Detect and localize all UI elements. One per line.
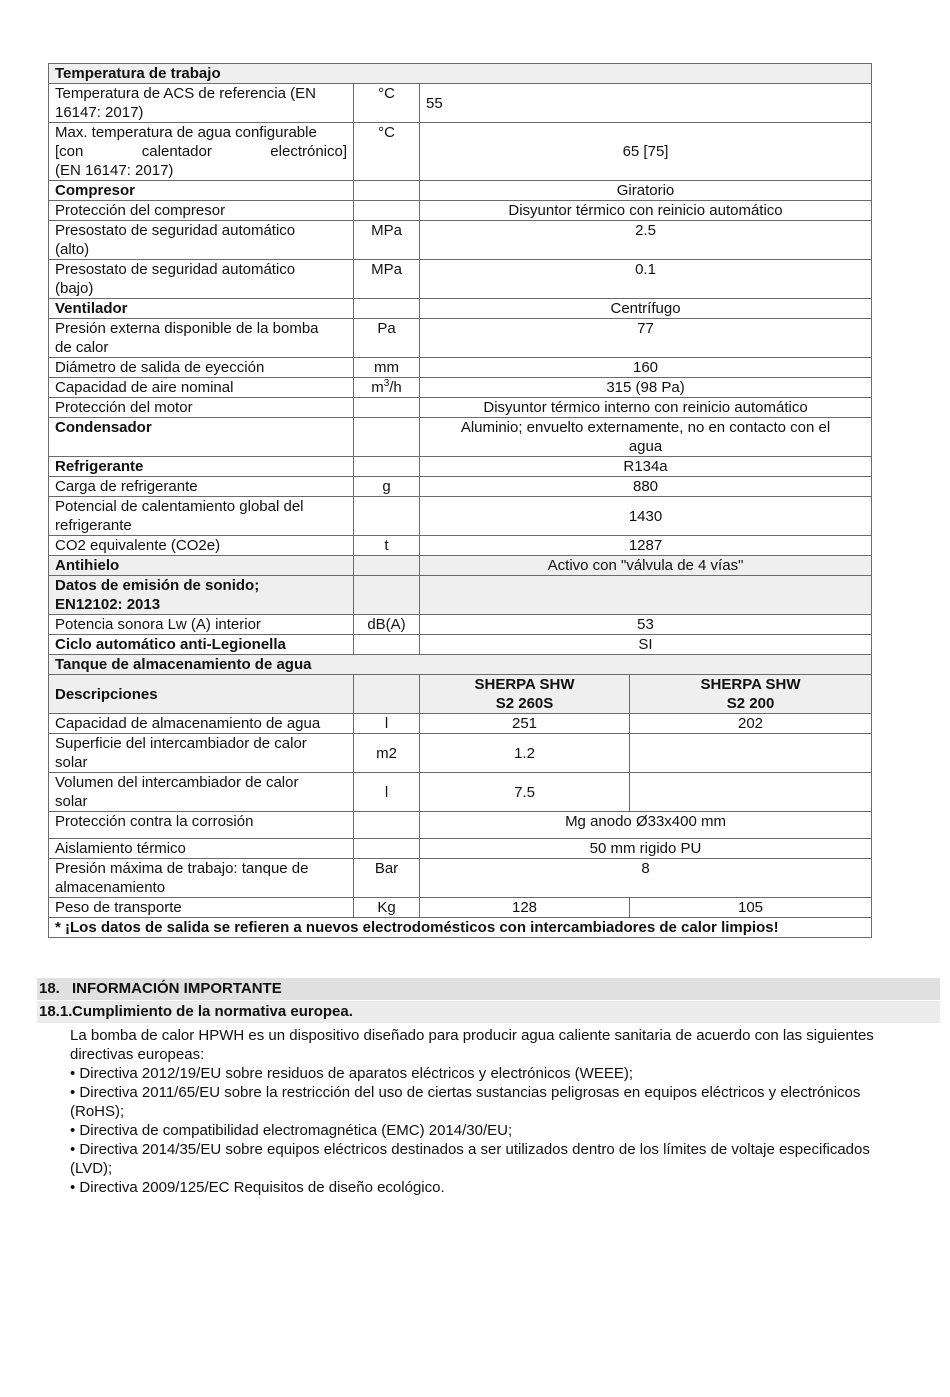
row-label: Presostato de seguridad automático (bajo) [49, 260, 354, 299]
list-item: • Directiva 2011/65/EU sobre la restricción del uso de ciertas sustancias peligrosas en equipos eléctricos y electrónicos [70, 1084, 861, 1101]
row-value: 77 [420, 319, 872, 358]
row-label: Antihielo [49, 556, 354, 576]
row-label: Carga de refrigerante [49, 477, 354, 497]
row-unit: Pa [354, 319, 420, 358]
table-row [49, 773, 872, 812]
row-value: 315 (98 Pa) [420, 378, 872, 398]
row-value: Aluminio; envuelto externamente, no en contacto con el agua [420, 418, 872, 457]
paragraph-line: directivas europeas: [70, 1046, 205, 1063]
table-row [49, 675, 872, 714]
spec-table [48, 63, 872, 938]
list-item: • Directiva 2012/19/EU sobre residuos de aparatos eléctricos y electrónicos (WEEE); [70, 1065, 633, 1082]
model-header-2: SHERPA SHW S2 200 [630, 675, 872, 714]
list-item: • Directiva 2014/35/EU sobre equipos eléctricos destinados a ser utilizados dentro de los límites de voltaje especificados [70, 1141, 870, 1158]
row-label: CO2 equivalente (CO2e) [49, 536, 354, 556]
row-unit: MPa [354, 221, 420, 260]
row-value: 8 [420, 859, 872, 898]
row-unit [354, 497, 420, 536]
table-row [49, 655, 872, 675]
row-label: Max. temperatura de agua configurable [con calentador electrónico] (EN 16147: 2017) [49, 123, 354, 181]
section-heading-18-1: 18.1.Cumplimiento de la normativa europea. [37, 1001, 940, 1023]
row-value: Disyuntor térmico interno con reinicio automático [420, 398, 872, 418]
table-row [49, 734, 872, 773]
section-header-working-temp: Temperatura de trabajo [49, 64, 872, 84]
table-row [49, 181, 872, 201]
row-value-1: 7.5 [420, 773, 630, 812]
row-label: Presostato de seguridad automático (alto) [49, 221, 354, 260]
row-value: Activo con "válvula de 4 vías" [420, 556, 872, 576]
row-unit: MPa [354, 260, 420, 299]
row-value: 1287 [420, 536, 872, 556]
row-label: Volumen del intercambiador de calor solar [49, 773, 354, 812]
row-value: 880 [420, 477, 872, 497]
table-row [49, 839, 872, 859]
row-value-1: 1.2 [420, 734, 630, 773]
row-value: 55 [420, 84, 872, 123]
row-label: Refrigerante [49, 457, 354, 477]
table-row [49, 358, 872, 378]
row-label: Capacidad de aire nominal [49, 378, 354, 398]
row-label: Temperatura de ACS de referencia (EN 16147: 2017) [49, 84, 354, 123]
row-value: Centrífugo [420, 299, 872, 319]
table-row [49, 378, 872, 398]
row-label: Diámetro de salida de eyección [49, 358, 354, 378]
row-value: Disyuntor térmico con reinicio automático [420, 201, 872, 221]
table-row [49, 918, 872, 938]
row-value: 0.1 [420, 260, 872, 299]
table-row [49, 536, 872, 556]
row-unit [354, 418, 420, 457]
table-row [49, 84, 872, 123]
row-value-1: 128 [420, 898, 630, 918]
row-value-1: 251 [420, 714, 630, 734]
table-row [49, 64, 872, 84]
row-label: Presión externa disponible de la bomba de calor [49, 319, 354, 358]
row-unit [354, 299, 420, 319]
row-value: 2.5 [420, 221, 872, 260]
row-unit [354, 457, 420, 477]
row-label: Peso de transporte [49, 898, 354, 918]
row-unit: °C [354, 84, 420, 123]
table-row [49, 576, 872, 615]
section-header-tank: Tanque de almacenamiento de agua [49, 655, 872, 675]
table-row [49, 635, 872, 655]
row-label: Potencia sonora Lw (A) interior [49, 615, 354, 635]
table-row [49, 299, 872, 319]
table-footnote: * ¡Los datos de salida se refieren a nuevos electrodomésticos con intercambiadores de calor limpios! [49, 918, 872, 938]
list-item-cont: (LVD); [70, 1160, 113, 1177]
table-row [49, 221, 872, 260]
row-value-2 [630, 734, 872, 773]
row-label: Capacidad de almacenamiento de agua [49, 714, 354, 734]
row-value-2 [630, 773, 872, 812]
row-label: Superficie del intercambiador de calor solar [49, 734, 354, 773]
compliance-text [70, 1026, 938, 1197]
table-row [49, 319, 872, 358]
table-row [49, 260, 872, 299]
table-row [49, 556, 872, 576]
row-value: 50 mm rigido PU [420, 839, 872, 859]
table-row [49, 201, 872, 221]
row-unit: Bar [354, 859, 420, 898]
row-unit: Kg [354, 898, 420, 918]
row-value: Giratorio [420, 181, 872, 201]
row-value: 65 [75] [420, 123, 872, 181]
row-unit: g [354, 477, 420, 497]
row-label: Aislamiento térmico [49, 839, 354, 859]
row-label: Datos de emisión de sonido; EN12102: 2013 [49, 576, 354, 615]
row-unit [354, 812, 420, 839]
row-value: R134a [420, 457, 872, 477]
row-unit: $m^3/h$ [354, 378, 420, 398]
table-row [49, 812, 872, 839]
table-row [49, 418, 872, 457]
row-label: Ventilador [49, 299, 354, 319]
row-unit [354, 839, 420, 859]
row-unit: dB(A) [354, 615, 420, 635]
row-unit [354, 181, 420, 201]
row-value: 160 [420, 358, 872, 378]
row-unit [354, 576, 420, 615]
row-unit: mm [354, 358, 420, 378]
table-row [49, 859, 872, 898]
row-value-2: 202 [630, 714, 872, 734]
table-row [49, 457, 872, 477]
row-unit: l [354, 773, 420, 812]
row-label: Presión máxima de trabajo: tanque de almacenamiento [49, 859, 354, 898]
list-item: • Directiva 2009/125/EC Requisitos de diseño ecológico. [70, 1179, 445, 1196]
row-label: Protección del motor [49, 398, 354, 418]
table-row [49, 123, 872, 181]
table-row [49, 398, 872, 418]
row-unit: °C [354, 123, 420, 181]
row-label: Potencial de calentamiento global del refrigerante [49, 497, 354, 536]
section-heading-18: 18. INFORMACIÓN IMPORTANTE [37, 978, 940, 1000]
paragraph-line: La bomba de calor HPWH es un dispositivo diseñado para producir agua caliente sanitaria de acuerdo con las siguientes [70, 1027, 874, 1044]
row-value [420, 576, 872, 615]
row-label: Condensador [49, 418, 354, 457]
table-row [49, 477, 872, 497]
row-unit: l [354, 714, 420, 734]
table-row [49, 714, 872, 734]
row-value: 1430 [420, 497, 872, 536]
row-value-2: 105 [630, 898, 872, 918]
row-label: Protección contra la corrosión [49, 812, 354, 839]
model-header-1: SHERPA SHW S2 260S [420, 675, 630, 714]
row-value: 53 [420, 615, 872, 635]
row-unit [354, 201, 420, 221]
list-item-cont: (RoHS); [70, 1103, 125, 1120]
row-unit: m2 [354, 734, 420, 773]
row-value: SI [420, 635, 872, 655]
row-label: Compresor [49, 181, 354, 201]
table-row [49, 898, 872, 918]
row-label: Protección del compresor [49, 201, 354, 221]
table-row [49, 497, 872, 536]
row-unit [354, 635, 420, 655]
row-value: Mg anodo Ø33x400 mm [420, 812, 872, 839]
table-row [49, 615, 872, 635]
row-label: Ciclo automático anti-Legionella [49, 635, 354, 655]
row-label: Descripciones [49, 675, 354, 714]
row-unit [354, 398, 420, 418]
row-unit: t [354, 536, 420, 556]
list-item: • Directiva de compatibilidad electromagnética (EMC) 2014/30/EU; [70, 1122, 513, 1139]
row-unit [354, 675, 420, 714]
row-unit [354, 556, 420, 576]
